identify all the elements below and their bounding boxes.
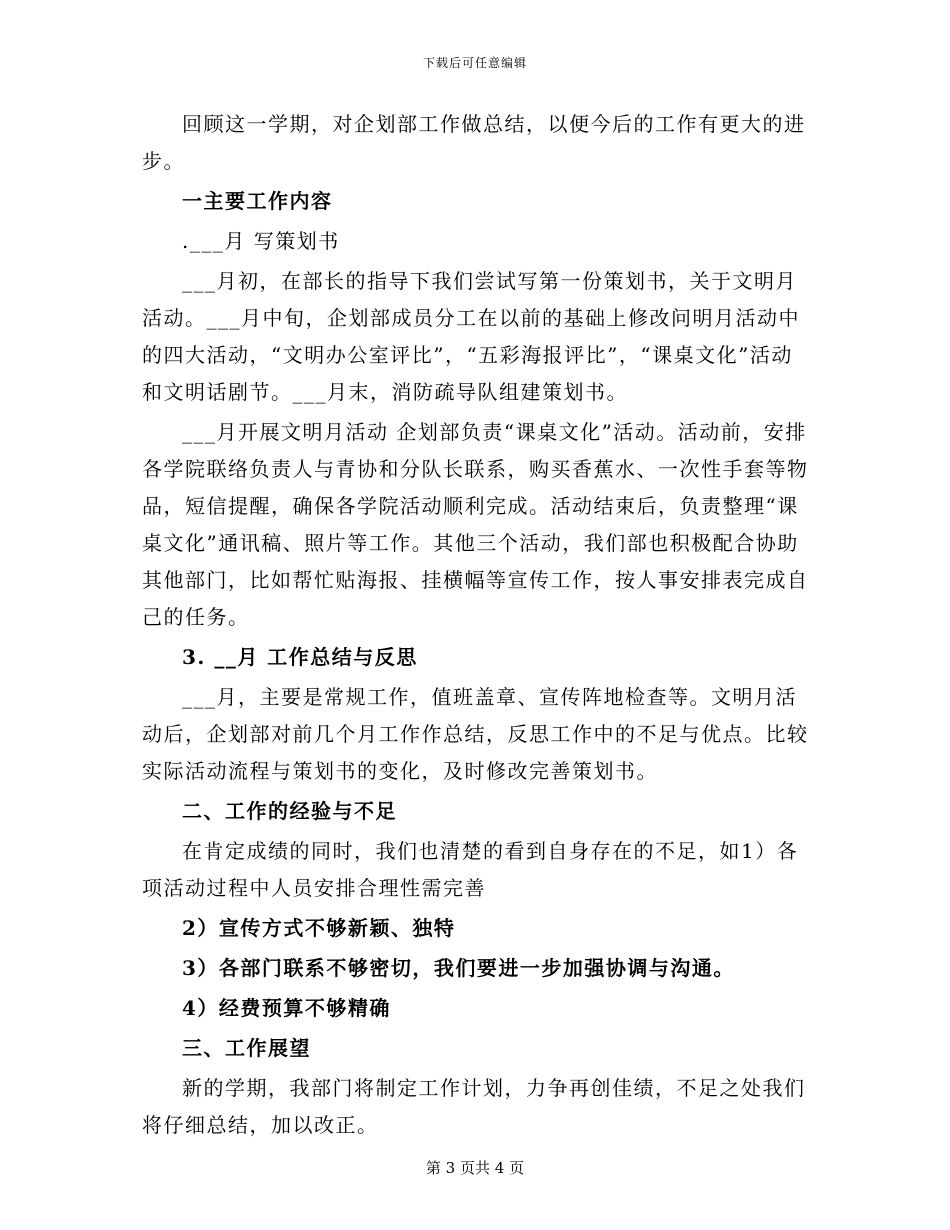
list-item-budget: 4）经费预算不够精确 xyxy=(182,996,391,1020)
paragraph-routine-work: ___月，主要是常规工作，值班盖章、宣传阵地检查等。文明月活动后，企划部对前几个月工作作总结，反思工作中的不足与优点。比较实际活动流程与策划书的变化，及时修改完善策划书。 xyxy=(142,685,809,783)
paragraph-outlook: 新的学期，我部门将制定工作计划，力争再创佳绩，不足之处我们将仔细总结，加以改正。 xyxy=(142,1076,806,1137)
list-item-publicity: 2）宣传方式不够新颖、独特 xyxy=(182,916,456,940)
page-header: 下载后可任意编辑 xyxy=(422,56,527,70)
document-body xyxy=(142,106,810,1147)
subheading-write-plan: .___月 写策划书 xyxy=(182,229,340,253)
paragraph-plan-details: ___月初，在部长的指导下我们尝试写第一份策划书，关于文明月活动。___月中旬，企划部成员分工在以前的基础上修改问明月活动中的四大活动，“文明办公室评比”，“五彩海报评比”，“课桌文化”活动和文明话剧节。___月末，消防疏导队组建策划书。 xyxy=(142,269,800,404)
paragraph-intro: 回顾这一学期，对企划部工作做总结，以便今后的工作有更大的进步。 xyxy=(142,112,806,173)
paragraph-shortcomings: 在肯定成绩的同时，我们也清楚的看到自身存在的不足，如1）各项活动过程中人员安排合理性需完善 xyxy=(142,839,799,900)
paragraph-civilization-month: ___月开展文明月活动 企划部负责“课桌文化”活动。活动前，安排各学院联络负责人与青协和分队长联系，购买香蕉水、一次性手套等物品，短信提醒，确保各学院活动顺利完成。活动结束后，负责整理“课桌文化”通讯稿、照片等工作。其他三个活动，我们部也积极配合协助其他部门，比如帮忙贴海报、挂横幅等宣传工作，按人事安排表完成自己的任务。 xyxy=(142,420,809,629)
subheading-summary-reflection: 3. __月 工作总结与反思 xyxy=(182,645,418,669)
heading-experience-shortcomings: 二、工作的经验与不足 xyxy=(182,799,397,823)
heading-outlook: 三、工作展望 xyxy=(182,1036,311,1060)
page-footer: 第 3 页共 4 页 xyxy=(425,1159,525,1177)
list-item-communication: 3）各部门联系不够密切，我们要进一步加强协调与沟通。 xyxy=(182,956,735,980)
heading-main-work: 一主要工作内容 xyxy=(182,189,333,213)
